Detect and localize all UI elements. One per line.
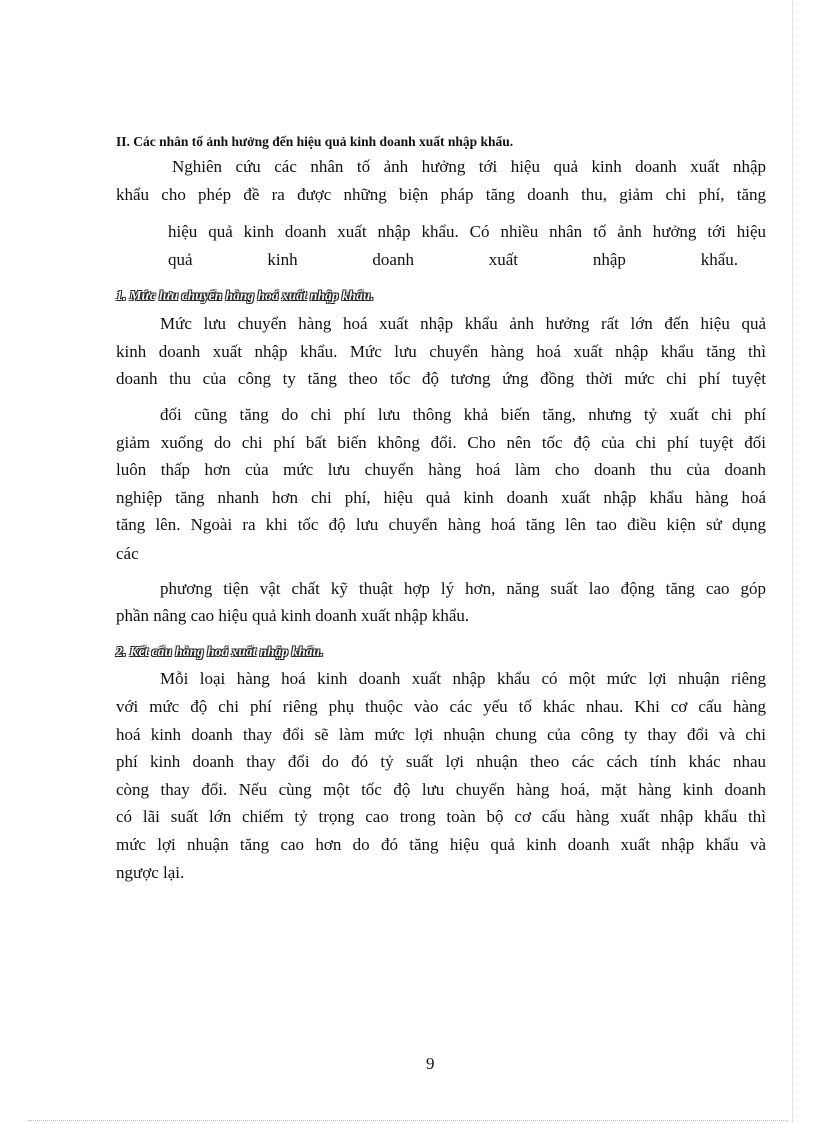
paragraph-line: với mức độ chi phí riêng phụ thuộc vào các yếu tố khác nhau. Khi cơ cấu hàng (116, 697, 766, 716)
paragraph-line: nghiệp tăng nhanh hơn chi phí, hiệu quả kinh doanh xuất nhập khẩu hàng hoá (116, 488, 766, 507)
paragraph-line: khẩu cho phép đề ra được những biện pháp tăng doanh thu, giảm chi phí, tăng (116, 185, 766, 204)
subsection-heading-1: 1. Mức lưu chuyển hàng hoá xuất nhập khẩu. (116, 288, 374, 303)
paragraph-line: còng thay đổi. Nếu cùng một tốc độ lưu chuyển hàng hoá, mặt hàng kinh doanh (116, 780, 766, 799)
paragraph-line: hoá kinh doanh thay đổi sẽ làm mức lợi nhuận chung của công ty thay đổi và chi (116, 725, 766, 744)
paragraph-line: tăng lên. Ngoài ra khi tốc độ lưu chuyển hàng hoá tăng lên tao điều kiện sử dụng (116, 515, 766, 534)
paragraph-line: luôn thấp hơn của mức lưu chuyển hàng hoá làm cho doanh thu của doanh (116, 460, 766, 479)
paragraph-line: kinh doanh xuất nhập khẩu. Mức lưu chuyển hàng hoá xuất nhập khẩu tăng thì (116, 342, 766, 361)
page-right-border (792, 0, 793, 1123)
paragraph-line: Mỗi loại hàng hoá kinh doanh xuất nhập khẩu có một mức lợi nhuận riêng (160, 669, 766, 688)
paragraph-line: Nghiên cứu các nhân tố ảnh hưởng tới hiệu quả kinh doanh xuất nhập (172, 157, 766, 176)
paragraph-line: các (116, 544, 139, 563)
paragraph-line: đối cũng tăng do chi phí lưu thông khả biến tăng, nhưng tỷ xuất chi phí (160, 405, 766, 424)
paragraph-line: phương tiện vật chất kỹ thuật hợp lý hơn, năng suất lao động tăng cao góp (160, 579, 766, 598)
paragraph-line: phí kinh doanh thay đổi do đó tỷ suất lợi nhuận theo các cách tính khác nhau (116, 752, 766, 771)
section-heading: II. Các nhân tố ảnh hưởng đến hiệu quả kinh doanh xuất nhập khẩu. (116, 134, 514, 149)
paragraph-line: mức lợi nhuận tăng cao hơn do đó tăng hiệu quả kinh doanh xuất nhập khẩu và (116, 835, 766, 854)
page-number: 9 (426, 1054, 435, 1073)
paragraph-line: quả kinh doanh xuất nhập khẩu. (168, 250, 738, 269)
paragraph-line: hiệu quả kinh doanh xuất nhập khẩu. Có nhiều nhân tố ảnh hưởng tới hiệu (168, 222, 766, 241)
paragraph-line: ngược lại. (116, 863, 185, 882)
subsection-heading-2: 2. Kết cấu hàng hoá xuất nhập khẩu. (116, 644, 324, 659)
paragraph-line: có lãi suất lớn chiếm tỷ trọng cao trong toàn bộ cơ cấu hàng xuất nhập khẩu thì (116, 807, 766, 826)
page-bottom-border (28, 1120, 788, 1121)
paragraph-line: giảm xuống do chi phí bất biến không đổi. Cho nên tốc độ của chi phí tuyệt đối (116, 433, 766, 452)
paragraph-line: Mức lưu chuyển hàng hoá xuất nhập khẩu ảnh hưởng rất lớn đến hiệu quả (160, 314, 766, 333)
paragraph-line: doanh thu của công ty tăng theo tốc độ tương ứng đồng thời mức chi phí tuyệt (116, 369, 766, 388)
paragraph-line: phần nâng cao hiệu quả kinh doanh xuất nhập khẩu. (116, 606, 470, 625)
